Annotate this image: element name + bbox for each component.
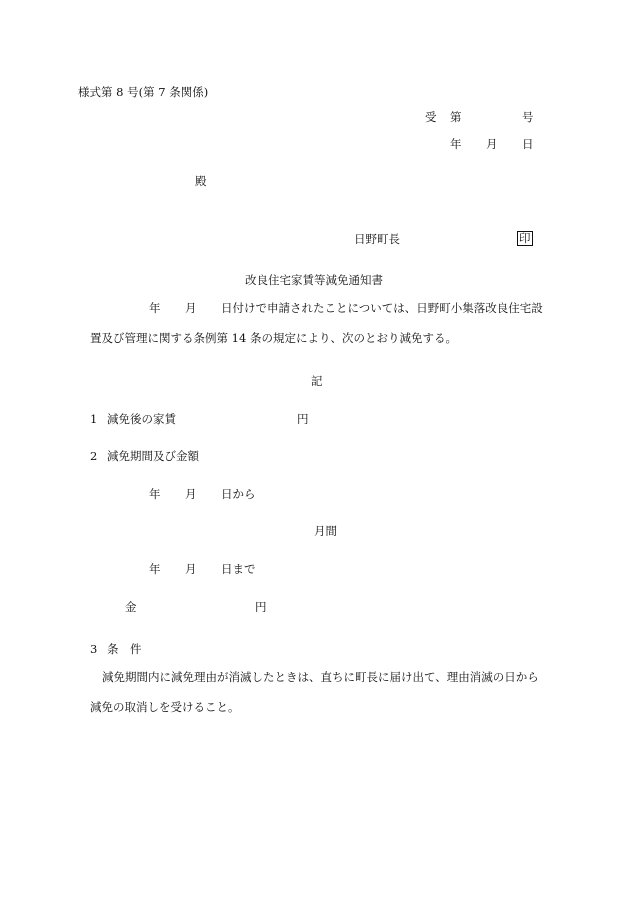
document-title: 改良住宅家賃等減免通知書	[245, 273, 383, 287]
item3-number: 3	[90, 642, 98, 656]
body-year: 年	[149, 301, 161, 315]
body-month: 月	[185, 301, 197, 315]
receipt-label: 受	[425, 110, 437, 124]
seal-mark: 印	[519, 231, 531, 245]
amount-label: 金	[125, 600, 137, 614]
item2-number: 2	[90, 449, 98, 463]
item3-label: 条 件	[107, 642, 142, 656]
number-prefix: 第	[450, 110, 462, 124]
sender-name: 日野町長	[354, 232, 400, 246]
body-line1: 日付けで申請されたことについては、日野町小集落改良住宅設	[221, 301, 543, 315]
date-year: 年	[450, 137, 462, 151]
date-month: 月	[486, 137, 498, 151]
months-label: 月間	[314, 524, 337, 538]
item1-unit: 円	[297, 412, 309, 426]
date-day: 日	[522, 137, 534, 151]
form-number: 様式第 8 号(第 7 条関係)	[78, 85, 209, 99]
body-line2: 置及び管理に関する条例第 14 条の規定により、次のとおり減免する。	[90, 331, 457, 345]
to-day: 日まで	[221, 562, 256, 576]
condition-line1: 減免期間内に減免理由が消滅したときは、直ちに町長に届け出て、理由消滅の日から	[102, 670, 539, 684]
condition-line2: 減免の取消しを受けること。	[90, 700, 240, 714]
ki-heading: 記	[311, 374, 323, 388]
from-year: 年	[149, 487, 161, 501]
to-year: 年	[149, 562, 161, 576]
item1-label: 減免後の家賃	[107, 412, 176, 426]
item2-label: 減免期間及び金額	[107, 449, 199, 463]
number-suffix: 号	[522, 110, 534, 124]
from-day: 日から	[221, 487, 256, 501]
item1-number: 1	[90, 412, 98, 426]
to-month: 月	[185, 562, 197, 576]
amount-unit: 円	[255, 600, 267, 614]
from-month: 月	[185, 487, 197, 501]
addressee-honorific: 殿	[195, 174, 207, 188]
